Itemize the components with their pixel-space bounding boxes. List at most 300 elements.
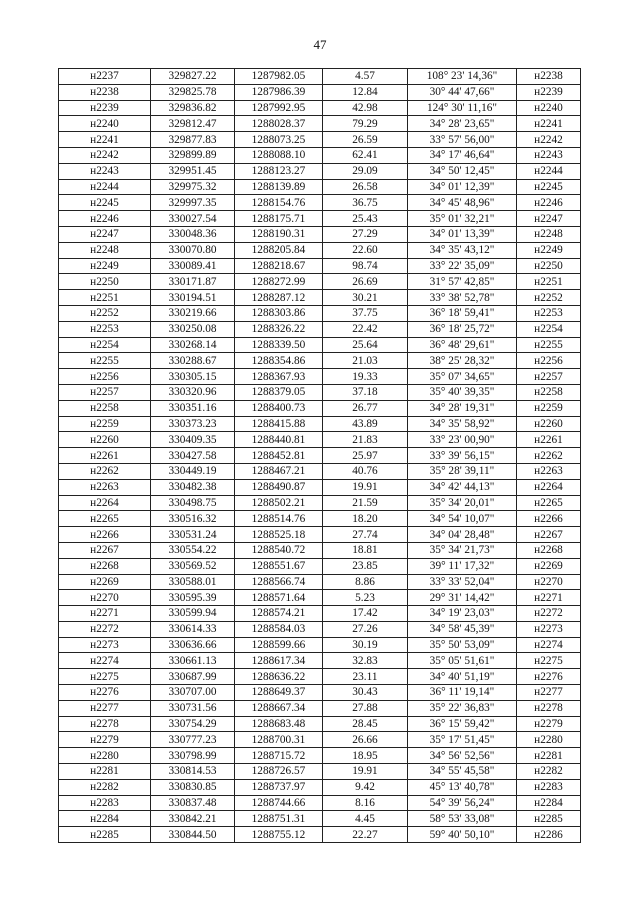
point-id-cell: н2238 <box>59 84 151 100</box>
x-coordinate-cell: 330569.52 <box>151 558 235 574</box>
table-row <box>59 132 581 148</box>
x-coordinate-cell: 329975.32 <box>151 179 235 195</box>
point-id-cell: н2277 <box>59 700 151 716</box>
bearing-cell: 31° 57' 42,85" <box>408 274 517 290</box>
point-id-cell: н2282 <box>59 779 151 795</box>
point-id-cell: н2251 <box>59 290 151 306</box>
next-point-cell: н2251 <box>517 274 581 290</box>
page-number: 47 <box>313 37 327 52</box>
distance-cell: 8.16 <box>323 795 408 811</box>
distance-cell: 12.84 <box>323 84 408 100</box>
table-row <box>59 242 581 258</box>
distance-cell: 42.98 <box>323 100 408 116</box>
next-point-cell: н2271 <box>517 590 581 606</box>
distance-cell: 22.27 <box>323 827 408 843</box>
bearing-cell: 34° 50' 12,45" <box>408 163 517 179</box>
point-id-cell: н2248 <box>59 242 151 258</box>
bearing-cell: 35° 50' 53,09" <box>408 637 517 653</box>
distance-cell: 26.77 <box>323 400 408 416</box>
y-coordinate-cell: 1288175.71 <box>235 211 323 227</box>
next-point-cell: н2261 <box>517 432 581 448</box>
next-point-cell: н2240 <box>517 100 581 116</box>
x-coordinate-cell: 330731.56 <box>151 700 235 716</box>
table-body <box>59 69 581 843</box>
point-id-cell: н2275 <box>59 669 151 685</box>
distance-cell: 98.74 <box>323 258 408 274</box>
point-id-cell: н2253 <box>59 321 151 337</box>
distance-cell: 40.76 <box>323 463 408 479</box>
bearing-cell: 33° 23' 00,90" <box>408 432 517 448</box>
x-coordinate-cell: 330777.23 <box>151 732 235 748</box>
x-coordinate-cell: 330588.01 <box>151 574 235 590</box>
bearing-cell: 35° 05' 51,61" <box>408 653 517 669</box>
bearing-cell: 29° 31' 14,42" <box>408 590 517 606</box>
point-id-cell: н2269 <box>59 574 151 590</box>
point-id-cell: н2284 <box>59 811 151 827</box>
x-coordinate-cell: 329827.22 <box>151 69 235 85</box>
table-row <box>59 384 581 400</box>
x-coordinate-cell: 330482.38 <box>151 479 235 495</box>
table-row <box>59 147 581 163</box>
x-coordinate-cell: 329899.89 <box>151 147 235 163</box>
point-id-cell: н2245 <box>59 195 151 211</box>
distance-cell: 18.20 <box>323 511 408 527</box>
y-coordinate-cell: 1288400.73 <box>235 400 323 416</box>
distance-cell: 27.74 <box>323 527 408 543</box>
next-point-cell: н2259 <box>517 400 581 416</box>
y-coordinate-cell: 1288751.31 <box>235 811 323 827</box>
point-id-cell: н2237 <box>59 69 151 85</box>
table-row <box>59 511 581 527</box>
point-id-cell: н2278 <box>59 716 151 732</box>
next-point-cell: н2242 <box>517 132 581 148</box>
bearing-cell: 36° 15' 59,42" <box>408 716 517 732</box>
next-point-cell: н2274 <box>517 637 581 653</box>
bearing-cell: 54° 39' 56,24" <box>408 795 517 811</box>
y-coordinate-cell: 1288715.72 <box>235 748 323 764</box>
bearing-cell: 34° 04' 28,48" <box>408 527 517 543</box>
table-row <box>59 195 581 211</box>
distance-cell: 25.64 <box>323 337 408 353</box>
x-coordinate-cell: 330687.99 <box>151 669 235 685</box>
table-row <box>59 685 581 701</box>
next-point-cell: н2245 <box>517 179 581 195</box>
distance-cell: 30.43 <box>323 685 408 701</box>
x-coordinate-cell: 329836.82 <box>151 100 235 116</box>
point-id-cell: н2258 <box>59 400 151 416</box>
bearing-cell: 35° 22' 36,83" <box>408 700 517 716</box>
distance-cell: 23.11 <box>323 669 408 685</box>
bearing-cell: 33° 38' 52,78" <box>408 290 517 306</box>
x-coordinate-cell: 330305.15 <box>151 369 235 385</box>
x-coordinate-cell: 330409.35 <box>151 432 235 448</box>
table-row <box>59 463 581 479</box>
y-coordinate-cell: 1288088.10 <box>235 147 323 163</box>
y-coordinate-cell: 1288205.84 <box>235 242 323 258</box>
table-row <box>59 337 581 353</box>
point-id-cell: н2242 <box>59 147 151 163</box>
y-coordinate-cell: 1288584.03 <box>235 621 323 637</box>
x-coordinate-cell: 330089.41 <box>151 258 235 274</box>
next-point-cell: н2246 <box>517 195 581 211</box>
y-coordinate-cell: 1288744.66 <box>235 795 323 811</box>
y-coordinate-cell: 1288139.89 <box>235 179 323 195</box>
next-point-cell: н2284 <box>517 795 581 811</box>
y-coordinate-cell: 1288599.66 <box>235 637 323 653</box>
point-id-cell: н2260 <box>59 432 151 448</box>
table-row <box>59 100 581 116</box>
point-id-cell: н2247 <box>59 226 151 242</box>
x-coordinate-cell: 330449.19 <box>151 463 235 479</box>
table-row <box>59 416 581 432</box>
x-coordinate-cell: 330268.14 <box>151 337 235 353</box>
next-point-cell: н2285 <box>517 811 581 827</box>
x-coordinate-cell: 330661.13 <box>151 653 235 669</box>
table-row <box>59 606 581 622</box>
x-coordinate-cell: 330498.75 <box>151 495 235 511</box>
point-id-cell: н2270 <box>59 590 151 606</box>
x-coordinate-cell: 330814.53 <box>151 764 235 780</box>
table-row <box>59 432 581 448</box>
distance-cell: 4.45 <box>323 811 408 827</box>
table-row <box>59 226 581 242</box>
next-point-cell: н2276 <box>517 669 581 685</box>
bearing-cell: 33° 22' 35,09" <box>408 258 517 274</box>
distance-cell: 5.23 <box>323 590 408 606</box>
y-coordinate-cell: 1288367.93 <box>235 369 323 385</box>
y-coordinate-cell: 1288700.31 <box>235 732 323 748</box>
point-id-cell: н2266 <box>59 527 151 543</box>
table-row <box>59 732 581 748</box>
distance-cell: 30.21 <box>323 290 408 306</box>
next-point-cell: н2262 <box>517 448 581 464</box>
distance-cell: 36.75 <box>323 195 408 211</box>
y-coordinate-cell: 1288502.21 <box>235 495 323 511</box>
y-coordinate-cell: 1288636.22 <box>235 669 323 685</box>
table-row <box>59 621 581 637</box>
distance-cell: 62.41 <box>323 147 408 163</box>
x-coordinate-cell: 330288.67 <box>151 353 235 369</box>
x-coordinate-cell: 330754.29 <box>151 716 235 732</box>
bearing-cell: 35° 34' 20,01" <box>408 495 517 511</box>
distance-cell: 19.91 <box>323 479 408 495</box>
table-row <box>59 527 581 543</box>
y-coordinate-cell: 1288415.88 <box>235 416 323 432</box>
x-coordinate-cell: 330516.32 <box>151 511 235 527</box>
next-point-cell: н2275 <box>517 653 581 669</box>
point-id-cell: н2256 <box>59 369 151 385</box>
point-id-cell: н2257 <box>59 384 151 400</box>
next-point-cell: н2282 <box>517 764 581 780</box>
distance-cell: 27.88 <box>323 700 408 716</box>
table-row <box>59 274 581 290</box>
point-id-cell: н2267 <box>59 542 151 558</box>
x-coordinate-cell: 330427.58 <box>151 448 235 464</box>
table-row <box>59 653 581 669</box>
x-coordinate-cell: 330707.00 <box>151 685 235 701</box>
bearing-cell: 34° 56' 52,56" <box>408 748 517 764</box>
y-coordinate-cell: 1288649.37 <box>235 685 323 701</box>
x-coordinate-cell: 330595.39 <box>151 590 235 606</box>
x-coordinate-cell: 330250.08 <box>151 321 235 337</box>
bearing-cell: 34° 17' 46,64" <box>408 147 517 163</box>
x-coordinate-cell: 329812.47 <box>151 116 235 132</box>
distance-cell: 4.57 <box>323 69 408 85</box>
next-point-cell: н2239 <box>517 84 581 100</box>
next-point-cell: н2252 <box>517 290 581 306</box>
bearing-cell: 30° 44' 47,66" <box>408 84 517 100</box>
distance-cell: 25.97 <box>323 448 408 464</box>
point-id-cell: н2240 <box>59 116 151 132</box>
distance-cell: 23.85 <box>323 558 408 574</box>
bearing-cell: 108° 23' 14,36" <box>408 69 517 85</box>
y-coordinate-cell: 1287986.39 <box>235 84 323 100</box>
table-row <box>59 479 581 495</box>
bearing-cell: 33° 39' 56,15" <box>408 448 517 464</box>
point-id-cell: н2241 <box>59 132 151 148</box>
table-row <box>59 542 581 558</box>
table-row <box>59 353 581 369</box>
distance-cell: 17.42 <box>323 606 408 622</box>
bearing-cell: 34° 28' 23,65" <box>408 116 517 132</box>
next-point-cell: н2283 <box>517 779 581 795</box>
next-point-cell: н2248 <box>517 226 581 242</box>
distance-cell: 21.59 <box>323 495 408 511</box>
distance-cell: 21.83 <box>323 432 408 448</box>
y-coordinate-cell: 1288737.97 <box>235 779 323 795</box>
y-coordinate-cell: 1288354.86 <box>235 353 323 369</box>
x-coordinate-cell: 330837.48 <box>151 795 235 811</box>
y-coordinate-cell: 1288566.74 <box>235 574 323 590</box>
x-coordinate-cell: 330830.85 <box>151 779 235 795</box>
table-row <box>59 69 581 85</box>
bearing-cell: 34° 19' 23,03" <box>408 606 517 622</box>
distance-cell: 30.19 <box>323 637 408 653</box>
point-id-cell: н2262 <box>59 463 151 479</box>
y-coordinate-cell: 1288440.81 <box>235 432 323 448</box>
next-point-cell: н2269 <box>517 558 581 574</box>
point-id-cell: н2259 <box>59 416 151 432</box>
x-coordinate-cell: 330171.87 <box>151 274 235 290</box>
bearing-cell: 33° 57' 56,00" <box>408 132 517 148</box>
x-coordinate-cell: 330844.50 <box>151 827 235 843</box>
table-row <box>59 495 581 511</box>
point-id-cell: н2281 <box>59 764 151 780</box>
table-row <box>59 558 581 574</box>
next-point-cell: н2272 <box>517 606 581 622</box>
bearing-cell: 35° 34' 21,73" <box>408 542 517 558</box>
next-point-cell: н2258 <box>517 384 581 400</box>
table-row <box>59 179 581 195</box>
point-id-cell: н2276 <box>59 685 151 701</box>
point-id-cell: н2283 <box>59 795 151 811</box>
y-coordinate-cell: 1288218.67 <box>235 258 323 274</box>
distance-cell: 9.42 <box>323 779 408 795</box>
distance-cell: 43.89 <box>323 416 408 432</box>
bearing-cell: 35° 28' 39,11" <box>408 463 517 479</box>
next-point-cell: н2266 <box>517 511 581 527</box>
distance-cell: 25.43 <box>323 211 408 227</box>
y-coordinate-cell: 1288683.48 <box>235 716 323 732</box>
bearing-cell: 34° 35' 58,92" <box>408 416 517 432</box>
bearing-cell: 34° 45' 48,96" <box>408 195 517 211</box>
table-row <box>59 290 581 306</box>
x-coordinate-cell: 330351.16 <box>151 400 235 416</box>
table-row <box>59 84 581 100</box>
table-row <box>59 827 581 843</box>
bearing-cell: 35° 07' 34,65" <box>408 369 517 385</box>
bearing-cell: 34° 40' 51,19" <box>408 669 517 685</box>
y-coordinate-cell: 1288617.34 <box>235 653 323 669</box>
next-point-cell: н2260 <box>517 416 581 432</box>
table-row <box>59 590 581 606</box>
point-id-cell: н2265 <box>59 511 151 527</box>
next-point-cell: н2238 <box>517 69 581 85</box>
point-id-cell: н2272 <box>59 621 151 637</box>
next-point-cell: н2247 <box>517 211 581 227</box>
distance-cell: 26.69 <box>323 274 408 290</box>
bearing-cell: 34° 55' 45,58" <box>408 764 517 780</box>
distance-cell: 18.81 <box>323 542 408 558</box>
point-id-cell: н2252 <box>59 305 151 321</box>
y-coordinate-cell: 1288467.21 <box>235 463 323 479</box>
bearing-cell: 34° 35' 43,12" <box>408 242 517 258</box>
distance-cell: 27.26 <box>323 621 408 637</box>
y-coordinate-cell: 1288540.72 <box>235 542 323 558</box>
table-row <box>59 700 581 716</box>
table-row <box>59 321 581 337</box>
distance-cell: 19.91 <box>323 764 408 780</box>
bearing-cell: 34° 54' 10,07" <box>408 511 517 527</box>
y-coordinate-cell: 1288190.31 <box>235 226 323 242</box>
distance-cell: 21.03 <box>323 353 408 369</box>
x-coordinate-cell: 330798.99 <box>151 748 235 764</box>
point-id-cell: н2250 <box>59 274 151 290</box>
next-point-cell: н2249 <box>517 242 581 258</box>
table-row <box>59 305 581 321</box>
bearing-cell: 35° 17' 51,45" <box>408 732 517 748</box>
y-coordinate-cell: 1288571.64 <box>235 590 323 606</box>
x-coordinate-cell: 330219.66 <box>151 305 235 321</box>
y-coordinate-cell: 1288452.81 <box>235 448 323 464</box>
y-coordinate-cell: 1288379.05 <box>235 384 323 400</box>
table-row <box>59 448 581 464</box>
next-point-cell: н2286 <box>517 827 581 843</box>
next-point-cell: н2256 <box>517 353 581 369</box>
next-point-cell: н2241 <box>517 116 581 132</box>
point-id-cell: н2261 <box>59 448 151 464</box>
next-point-cell: н2277 <box>517 685 581 701</box>
point-id-cell: н2271 <box>59 606 151 622</box>
table-row <box>59 163 581 179</box>
next-point-cell: н2255 <box>517 337 581 353</box>
point-id-cell: н2268 <box>59 558 151 574</box>
distance-cell: 22.42 <box>323 321 408 337</box>
x-coordinate-cell: 330531.24 <box>151 527 235 543</box>
point-id-cell: н2239 <box>59 100 151 116</box>
next-point-cell: н2263 <box>517 463 581 479</box>
point-id-cell: н2280 <box>59 748 151 764</box>
x-coordinate-cell: 330599.94 <box>151 606 235 622</box>
x-coordinate-cell: 330636.66 <box>151 637 235 653</box>
y-coordinate-cell: 1288272.99 <box>235 274 323 290</box>
bearing-cell: 34° 28' 19,31" <box>408 400 517 416</box>
y-coordinate-cell: 1288574.21 <box>235 606 323 622</box>
bearing-cell: 36° 18' 25,72" <box>408 321 517 337</box>
next-point-cell: н2268 <box>517 542 581 558</box>
point-id-cell: н2285 <box>59 827 151 843</box>
x-coordinate-cell: 330048.36 <box>151 226 235 242</box>
distance-cell: 79.29 <box>323 116 408 132</box>
y-coordinate-cell: 1288123.27 <box>235 163 323 179</box>
bearing-cell: 124° 30' 11,16" <box>408 100 517 116</box>
bearing-cell: 34° 58' 45,39" <box>408 621 517 637</box>
x-coordinate-cell: 330554.22 <box>151 542 235 558</box>
y-coordinate-cell: 1287982.05 <box>235 69 323 85</box>
point-id-cell: н2243 <box>59 163 151 179</box>
x-coordinate-cell: 329825.78 <box>151 84 235 100</box>
next-point-cell: н2253 <box>517 305 581 321</box>
bearing-cell: 35° 40' 39,35" <box>408 384 517 400</box>
point-id-cell: н2255 <box>59 353 151 369</box>
bearing-cell: 36° 48' 29,61" <box>408 337 517 353</box>
bearing-cell: 36° 18' 59,41" <box>408 305 517 321</box>
point-id-cell: н2263 <box>59 479 151 495</box>
table-row <box>59 748 581 764</box>
distance-cell: 32.83 <box>323 653 408 669</box>
table-row <box>59 574 581 590</box>
x-coordinate-cell: 330027.54 <box>151 211 235 227</box>
bearing-cell: 45° 13' 40,78" <box>408 779 517 795</box>
y-coordinate-cell: 1288514.76 <box>235 511 323 527</box>
next-point-cell: н2244 <box>517 163 581 179</box>
x-coordinate-cell: 330194.51 <box>151 290 235 306</box>
table-row <box>59 795 581 811</box>
distance-cell: 19.33 <box>323 369 408 385</box>
x-coordinate-cell: 329997.35 <box>151 195 235 211</box>
x-coordinate-cell: 330614.33 <box>151 621 235 637</box>
point-id-cell: н2254 <box>59 337 151 353</box>
next-point-cell: н2265 <box>517 495 581 511</box>
next-point-cell: н2273 <box>517 621 581 637</box>
distance-cell: 29.09 <box>323 163 408 179</box>
bearing-cell: 34° 01' 13,39" <box>408 226 517 242</box>
y-coordinate-cell: 1288525.18 <box>235 527 323 543</box>
x-coordinate-cell: 329951.45 <box>151 163 235 179</box>
next-point-cell: н2281 <box>517 748 581 764</box>
table-row <box>59 811 581 827</box>
coordinates-table <box>58 68 581 843</box>
distance-cell: 26.58 <box>323 179 408 195</box>
y-coordinate-cell: 1288073.25 <box>235 132 323 148</box>
distance-cell: 26.66 <box>323 732 408 748</box>
table-row <box>59 669 581 685</box>
table-row <box>59 211 581 227</box>
point-id-cell: н2264 <box>59 495 151 511</box>
y-coordinate-cell: 1288551.67 <box>235 558 323 574</box>
y-coordinate-cell: 1288028.37 <box>235 116 323 132</box>
next-point-cell: н2257 <box>517 369 581 385</box>
bearing-cell: 59° 40' 50,10" <box>408 827 517 843</box>
x-coordinate-cell: 330320.96 <box>151 384 235 400</box>
y-coordinate-cell: 1288326.22 <box>235 321 323 337</box>
point-id-cell: н2274 <box>59 653 151 669</box>
distance-cell: 27.29 <box>323 226 408 242</box>
y-coordinate-cell: 1288667.34 <box>235 700 323 716</box>
bearing-cell: 35° 01' 32,21" <box>408 211 517 227</box>
y-coordinate-cell: 1287992.95 <box>235 100 323 116</box>
next-point-cell: н2279 <box>517 716 581 732</box>
